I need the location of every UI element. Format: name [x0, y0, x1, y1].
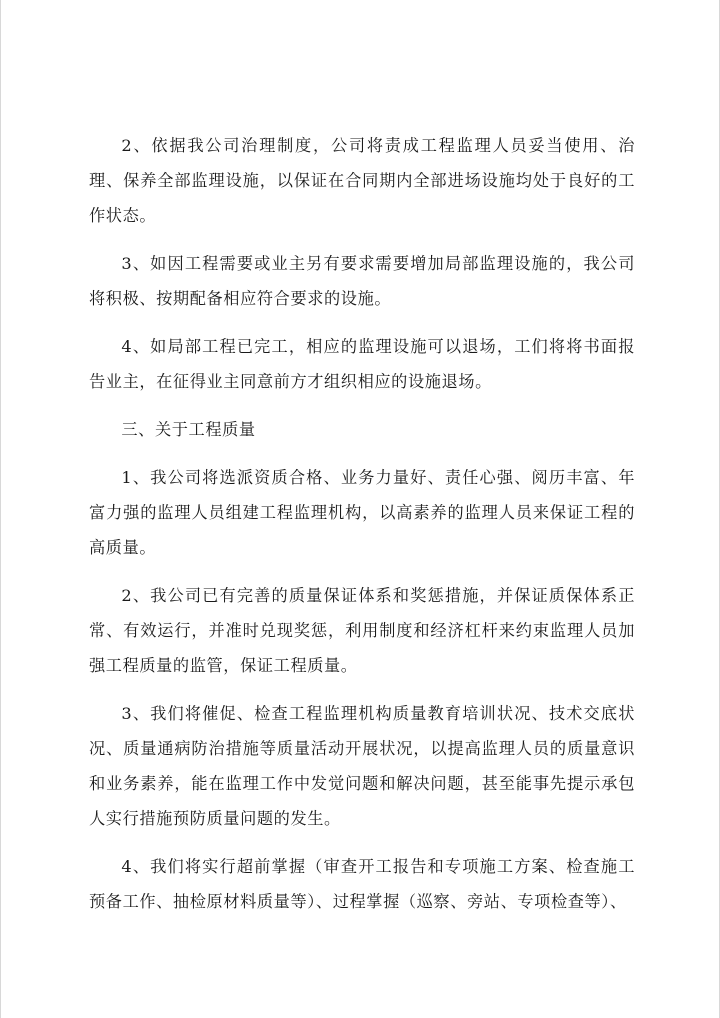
document-body: [89, 128, 635, 932]
paragraph-additional-facilities: 3、如因工程需要或业主另有要求需要增加局部监理设施的，我公司将积极、按期配备相应符合要求的设施。: [89, 254, 635, 308]
paragraph-quality-training: 3、我们将催促、检查工程监理机构质量教育培训状况、技术交底状况、质量通病防治措施等质量活动开展状况，以提高监理人员的质量意识和业务素养，能在监理工作中发觉问题和解决问题，甚至能事先提示承包人实行措施预防质量问题的发生。: [89, 704, 635, 828]
paragraph-facility-management: 2、依据我公司治理制度，公司将责成工程监理人员妥当使用、治理、保养全部监理设施，以保证在合同期内全部进场设施均处于良好的工作状态。: [89, 136, 635, 225]
paragraph-facility-exit: 4、如局部工程已完工，相应的监理设施可以退场，工们将将书面报告业主，在征得业主同意前方才组织相应的设施退场。: [89, 337, 635, 391]
paragraph-quality-personnel: 1、我公司将选派资质合格、业务力量好、责任心强、阅历丰富、年富力强的监理人员组建工程监理机构，以高素养的监理人员来保证工程的高质量。: [89, 468, 635, 557]
section-heading-quality: 三、关于工程质量: [121, 420, 256, 439]
paragraph-quality-system: 2、我公司已有完善的质量保证体系和奖惩措施，并保证质保体系正常、有效运行，并准时兑现奖惩，利用制度和经济杠杆来约束监理人员加强工程质量的监管，保证工程质量。: [89, 586, 635, 675]
paragraph-quality-control: 4、我们将实行超前掌握（审查开工报告和专项施工方案、检查施工预备工作、抽检原材料质量等）、过程掌握（巡察、旁站、专项检查等）、: [89, 857, 635, 911]
